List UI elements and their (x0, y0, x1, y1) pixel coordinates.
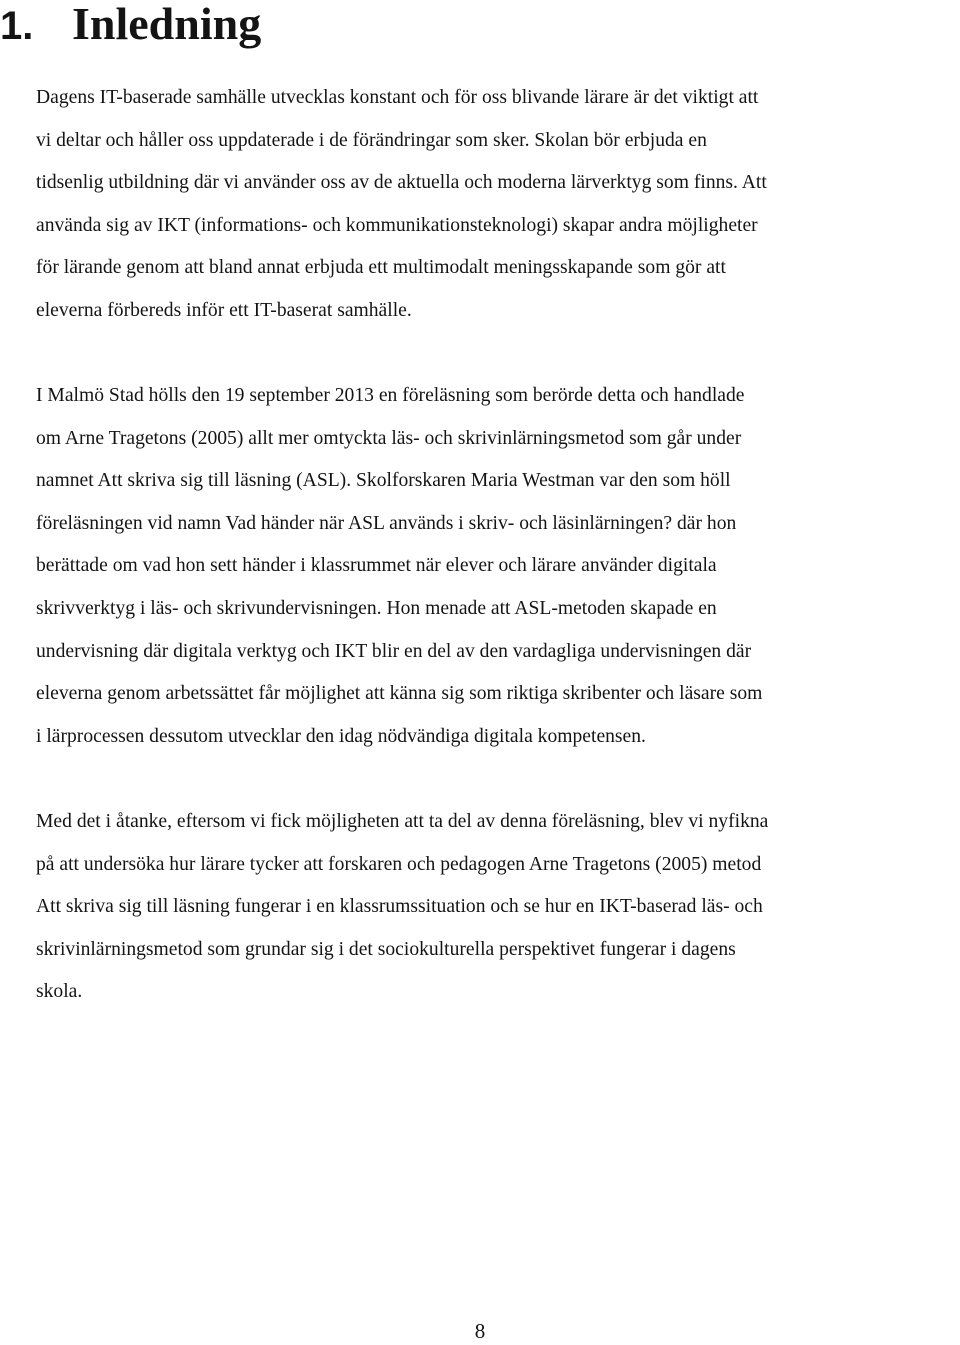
text-line: i lärprocessen dessutom utvecklar den idag nödvändiga digitala kompetensen. (36, 725, 646, 747)
text-line: berättade om vad hon sett händer i klassrummet när elever och lärare använder digitala (36, 555, 717, 577)
text-line: Att skriva sig till läsning fungerar i en klassrumssituation och se hur en IKT-baserad läs- och (36, 896, 763, 918)
text-line: skrivverktyg i läs- och skrivundervisningen. Hon menade att ASL-metoden skapade en (36, 597, 717, 619)
text-line: om Arne Tragetons (2005) allt mer omtyckta läs- och skrivinlärningsmetod som går under (36, 427, 742, 449)
text-line: använda sig av IKT (informations- och kommunikationsteknologi) skapar andra möjligheter (36, 214, 758, 236)
text-line: skrivinlärningsmetod som grundar sig i det sociokulturella perspektivet fungerar i dagens (36, 938, 736, 960)
text-line: eleverna genom arbetssättet får möjlighet att känna sig som riktiga skribenter och läsare som (36, 683, 763, 705)
paragraph-purpose (36, 801, 958, 1014)
chapter-heading (0, 2, 261, 48)
text-line: namnet Att skriva sig till läsning (ASL). Skolforskaren Maria Westman var den som höll (36, 470, 731, 492)
text-line: tidsenlig utbildning där vi använder oss av de aktuella och moderna lärverktyg som finns. Att (36, 172, 767, 194)
text-line: undervisning där digitala verktyg och IKT blir en del av den vardagliga undervisningen där (36, 640, 752, 662)
page-number: 8 (474, 1319, 486, 1343)
text-line: vi deltar och håller oss uppdaterade i de förändringar som sker. Skolan bör erbjuda en (36, 129, 707, 151)
text-line: för lärande genom att bland annat erbjuda ett multimodalt meningsskapande som gör att (36, 257, 726, 279)
paragraph-lecture (36, 375, 958, 758)
text-line: eleverna förbereds inför ett IT-baserat samhälle. (36, 299, 412, 321)
text-line: I Malmö Stad hölls den 19 september 2013 en föreläsning som berörde detta och handlade (36, 385, 745, 406)
chapter-title: Inledning (72, 0, 262, 49)
text-line: Dagens IT-baserade samhälle utvecklas konstant och för oss blivande lärare är det viktigt att (36, 87, 759, 108)
paragraph-intro (36, 77, 958, 333)
chapter-number: 1. (0, 4, 34, 48)
text-line: Med det i åtanke, eftersom vi fick möjligheten att ta del av denna föreläsning, blev vi nyfikna (36, 811, 769, 832)
text-line: på att undersöka hur lärare tycker att forskaren och pedagogen Arne Tragetons (2005) metod (36, 853, 762, 875)
text-line: föreläsningen vid namn Vad händer när ASL används i skriv- och läsinlärningen? där hon (36, 512, 737, 534)
text-line: skola. (36, 981, 83, 1003)
